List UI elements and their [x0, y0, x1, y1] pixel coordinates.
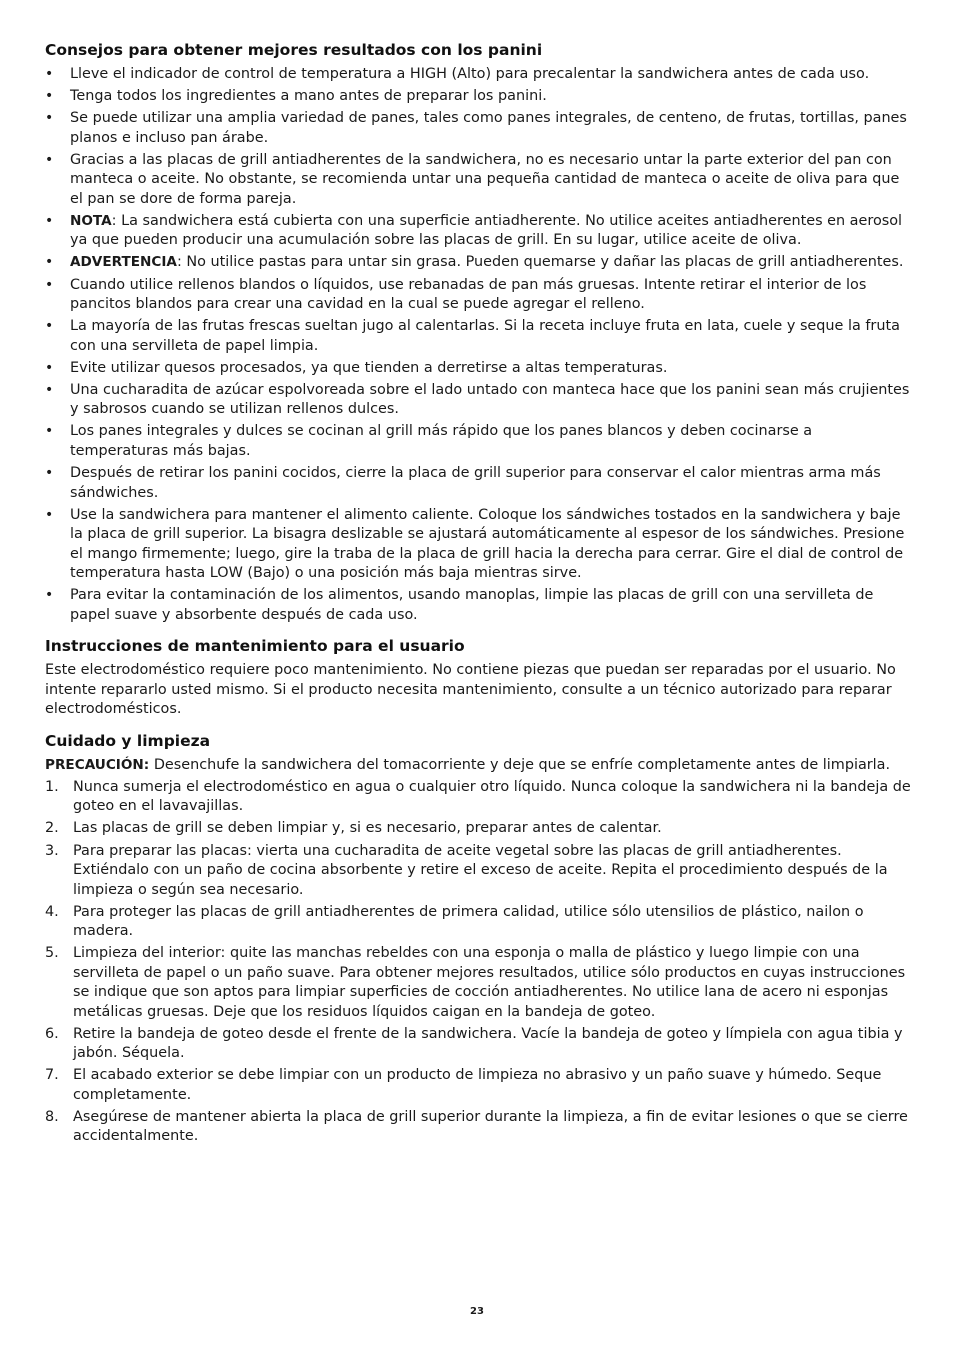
tip-text: Use la sandwichera para mantener el alimento caliente. Coloque los sándwiches tostados en la sandwichera y baje la placa de grill superior. La bisagra deslizable se ajustará automáticamente al espesor de los sándwiches. Presione el mango firmemente; luego, gire la traba de la placa de grill hacia la derecha para cerrar. Gire el dial de control de temperatura hasta LOW (Bajo) o una posición más baja mientras sirve. — [70, 506, 905, 582]
care-step — [45, 1108, 913, 1147]
tip-text: Gracias a las placas de grill antiadherentes de la sandwichera, no es necesario untar la parte exterior del pan con manteca o aceite. No obstante, se recomienda untar una pequeña cantidad de manteca o aceite de oliva para que el pan se dore de forma pareja. — [70, 151, 900, 207]
step-number: 3. — [45, 842, 59, 859]
tip-text: Tenga todos los ingredientes a mano antes de preparar los panini. — [70, 88, 547, 105]
document-page — [45, 40, 913, 1150]
tip-text: Lleve el indicador de control de temperatura a HIGH (Alto) para precalentar la sandwichera antes de cada uso. — [70, 66, 870, 82]
caution-label: PRECAUCIÓN: — [45, 756, 150, 773]
step-text: Asegúrese de mantener abierta la placa de grill superior durante la limpieza, a fin de evitar lesiones o que se cierre accidentalmente. — [73, 1108, 908, 1145]
tip-item — [45, 212, 913, 251]
tip-text: Evite utilizar quesos procesados, ya que tienden a derretirse a altas temperaturas. — [70, 359, 668, 376]
step-text: Retire la bandeja de goteo desde el frente de la sandwichera. Vacíe la bandeja de goteo y límpiela con agua tibia y jabón. Séquela. — [73, 1025, 903, 1062]
tip-label: ADVERTENCIA — [70, 254, 177, 271]
care-step — [45, 842, 913, 901]
care-step — [45, 1066, 913, 1105]
step-number: 1. — [45, 778, 59, 795]
tip-item — [45, 506, 913, 584]
step-text: Para proteger las placas de grill antiadherentes de primera calidad, utilice sólo utensilios de plástico, nailon o madera. — [73, 903, 864, 940]
step-text: Nunca sumerja el electrodoméstico en agua o cualquier otro líquido. Nunca coloque la sandwichera ni la bandeja de goteo en el lavavajillas. — [73, 778, 911, 815]
step-text: Las placas de grill se deben limpiar y, si es necesario, preparar antes de calentar. — [73, 820, 662, 837]
care-step — [45, 903, 913, 942]
tip-text: Para evitar la contaminación de los alimentos, usando manoplas, limpie las placas de grill con una servilleta de papel suave y absorbente después de cada uso. — [70, 587, 874, 623]
tips-heading: Consejos para obtener mejores resultados con los panini — [45, 41, 543, 59]
tip-text: Los panes integrales y dulces se cocinan al grill más rápido que los panes blancos y deben cocinarse a temperaturas más bajas. — [70, 423, 813, 459]
step-text: El acabado exterior se debe limpiar con un producto de limpieza no abrasivo y un paño suave y húmedo. Seque completamente. — [73, 1067, 882, 1103]
tip-item — [45, 586, 913, 625]
tip-text: La mayoría de las frutas frescas sueltan jugo al calentarlas. Si la receta incluye fruta en lata, cuele y seque la fruta con una servilleta de papel limpia. — [70, 318, 900, 354]
care-step — [45, 944, 913, 1022]
step-number: 7. — [45, 1067, 59, 1084]
tip-text: Se puede utilizar una amplia variedad de panes, tales como panes integrales, de centeno, de frutas, tortillas, panes planos e incluso pan árabe. — [70, 110, 907, 146]
tip-item — [45, 65, 913, 85]
step-number: 4. — [45, 903, 59, 920]
step-number: 2. — [45, 820, 59, 837]
tip-item — [45, 276, 913, 315]
tip-item — [45, 253, 913, 273]
tip-text: Después de retirar los panini cocidos, cierre la placa de grill superior para conservar el calor mientras arma más sándwiches. — [70, 465, 881, 501]
step-text: Para preparar las placas: vierta una cucharadita de aceite vegetal sobre las placas de grill antiadherentes. Extiéndalo con un paño de cocina absorbente y retire el exceso de aceite. Repita el procedimiento después de la limpieza o según sea necesario. — [73, 842, 888, 898]
care-heading: Cuidado y limpieza — [45, 731, 211, 750]
step-text: Limpieza del interior: quite las manchas rebeldes con una esponja o malla de plástico y luego limpie con una servilleta de papel o un paño suave. Para obtener mejores resultados, utilice sólo productos en cuyas instrucciones se indique que son aptos para limpiar superficies de cocción antiadherentes. No utilice lana de acero ni esponjas metálicas gruesas. Deje que los residuos líquidos caigan en la bandeja de goteo. — [73, 945, 906, 1020]
tip-text: Cuando utilice rellenos blandos o líquidos, use rebanadas de pan más gruesas. Intente retirar el interior de los pancitos blandos para crear una cavidad en la cual se puede agregar el relleno. — [70, 276, 867, 313]
caution-paragraph — [45, 756, 913, 776]
tip-text: Una cucharadita de azúcar espolvoreada sobre el lado untado con manteca hace que los panini sean más crujientes y sabrosos cuando se utilizan rellenos dulces. — [70, 381, 910, 418]
tip-item — [45, 151, 913, 210]
tip-text: : La sandwichera está cubierta con una superficie antiadherente. No utilice aceites antiadherentes en aerosol ya que pueden producir una acumulación sobre las placas de grill. En su lugar, utilice aceite de oliva. — [70, 212, 903, 249]
tips-list — [45, 65, 913, 625]
tip-item — [45, 464, 913, 503]
tip-item — [45, 381, 913, 420]
care-step — [45, 1025, 913, 1064]
tip-item — [45, 422, 913, 461]
tip-label: NOTA — [70, 212, 112, 229]
care-step — [45, 819, 913, 839]
maintenance-paragraph: Este electrodoméstico requiere poco mantenimiento. No contiene piezas que puedan ser reparadas por el usuario. No intente repararlo usted mismo. Si el producto necesita mantenimiento, consulte a un técnico autorizado para reparar electrodomésticos. — [45, 662, 896, 718]
care-step — [45, 778, 913, 817]
caution-text: Desenchufe la sandwichera del tomacorriente y deje que se enfríe completamente antes de limpiarla. — [149, 756, 891, 773]
tip-item — [45, 359, 913, 379]
step-number: 8. — [45, 1108, 59, 1125]
care-steps-list — [45, 778, 913, 1147]
page-number: 23 — [470, 1306, 484, 1317]
tip-item — [45, 87, 913, 107]
maintenance-heading: Instrucciones de mantenimiento para el usuario — [45, 637, 465, 656]
tip-text: : No utilice pastas para untar sin grasa. Pueden quemarse y dañar las placas de grill antiadherentes. — [176, 254, 904, 271]
step-number: 5. — [45, 945, 59, 962]
tip-item — [45, 109, 913, 148]
step-number: 6. — [45, 1025, 59, 1042]
tip-item — [45, 317, 913, 356]
